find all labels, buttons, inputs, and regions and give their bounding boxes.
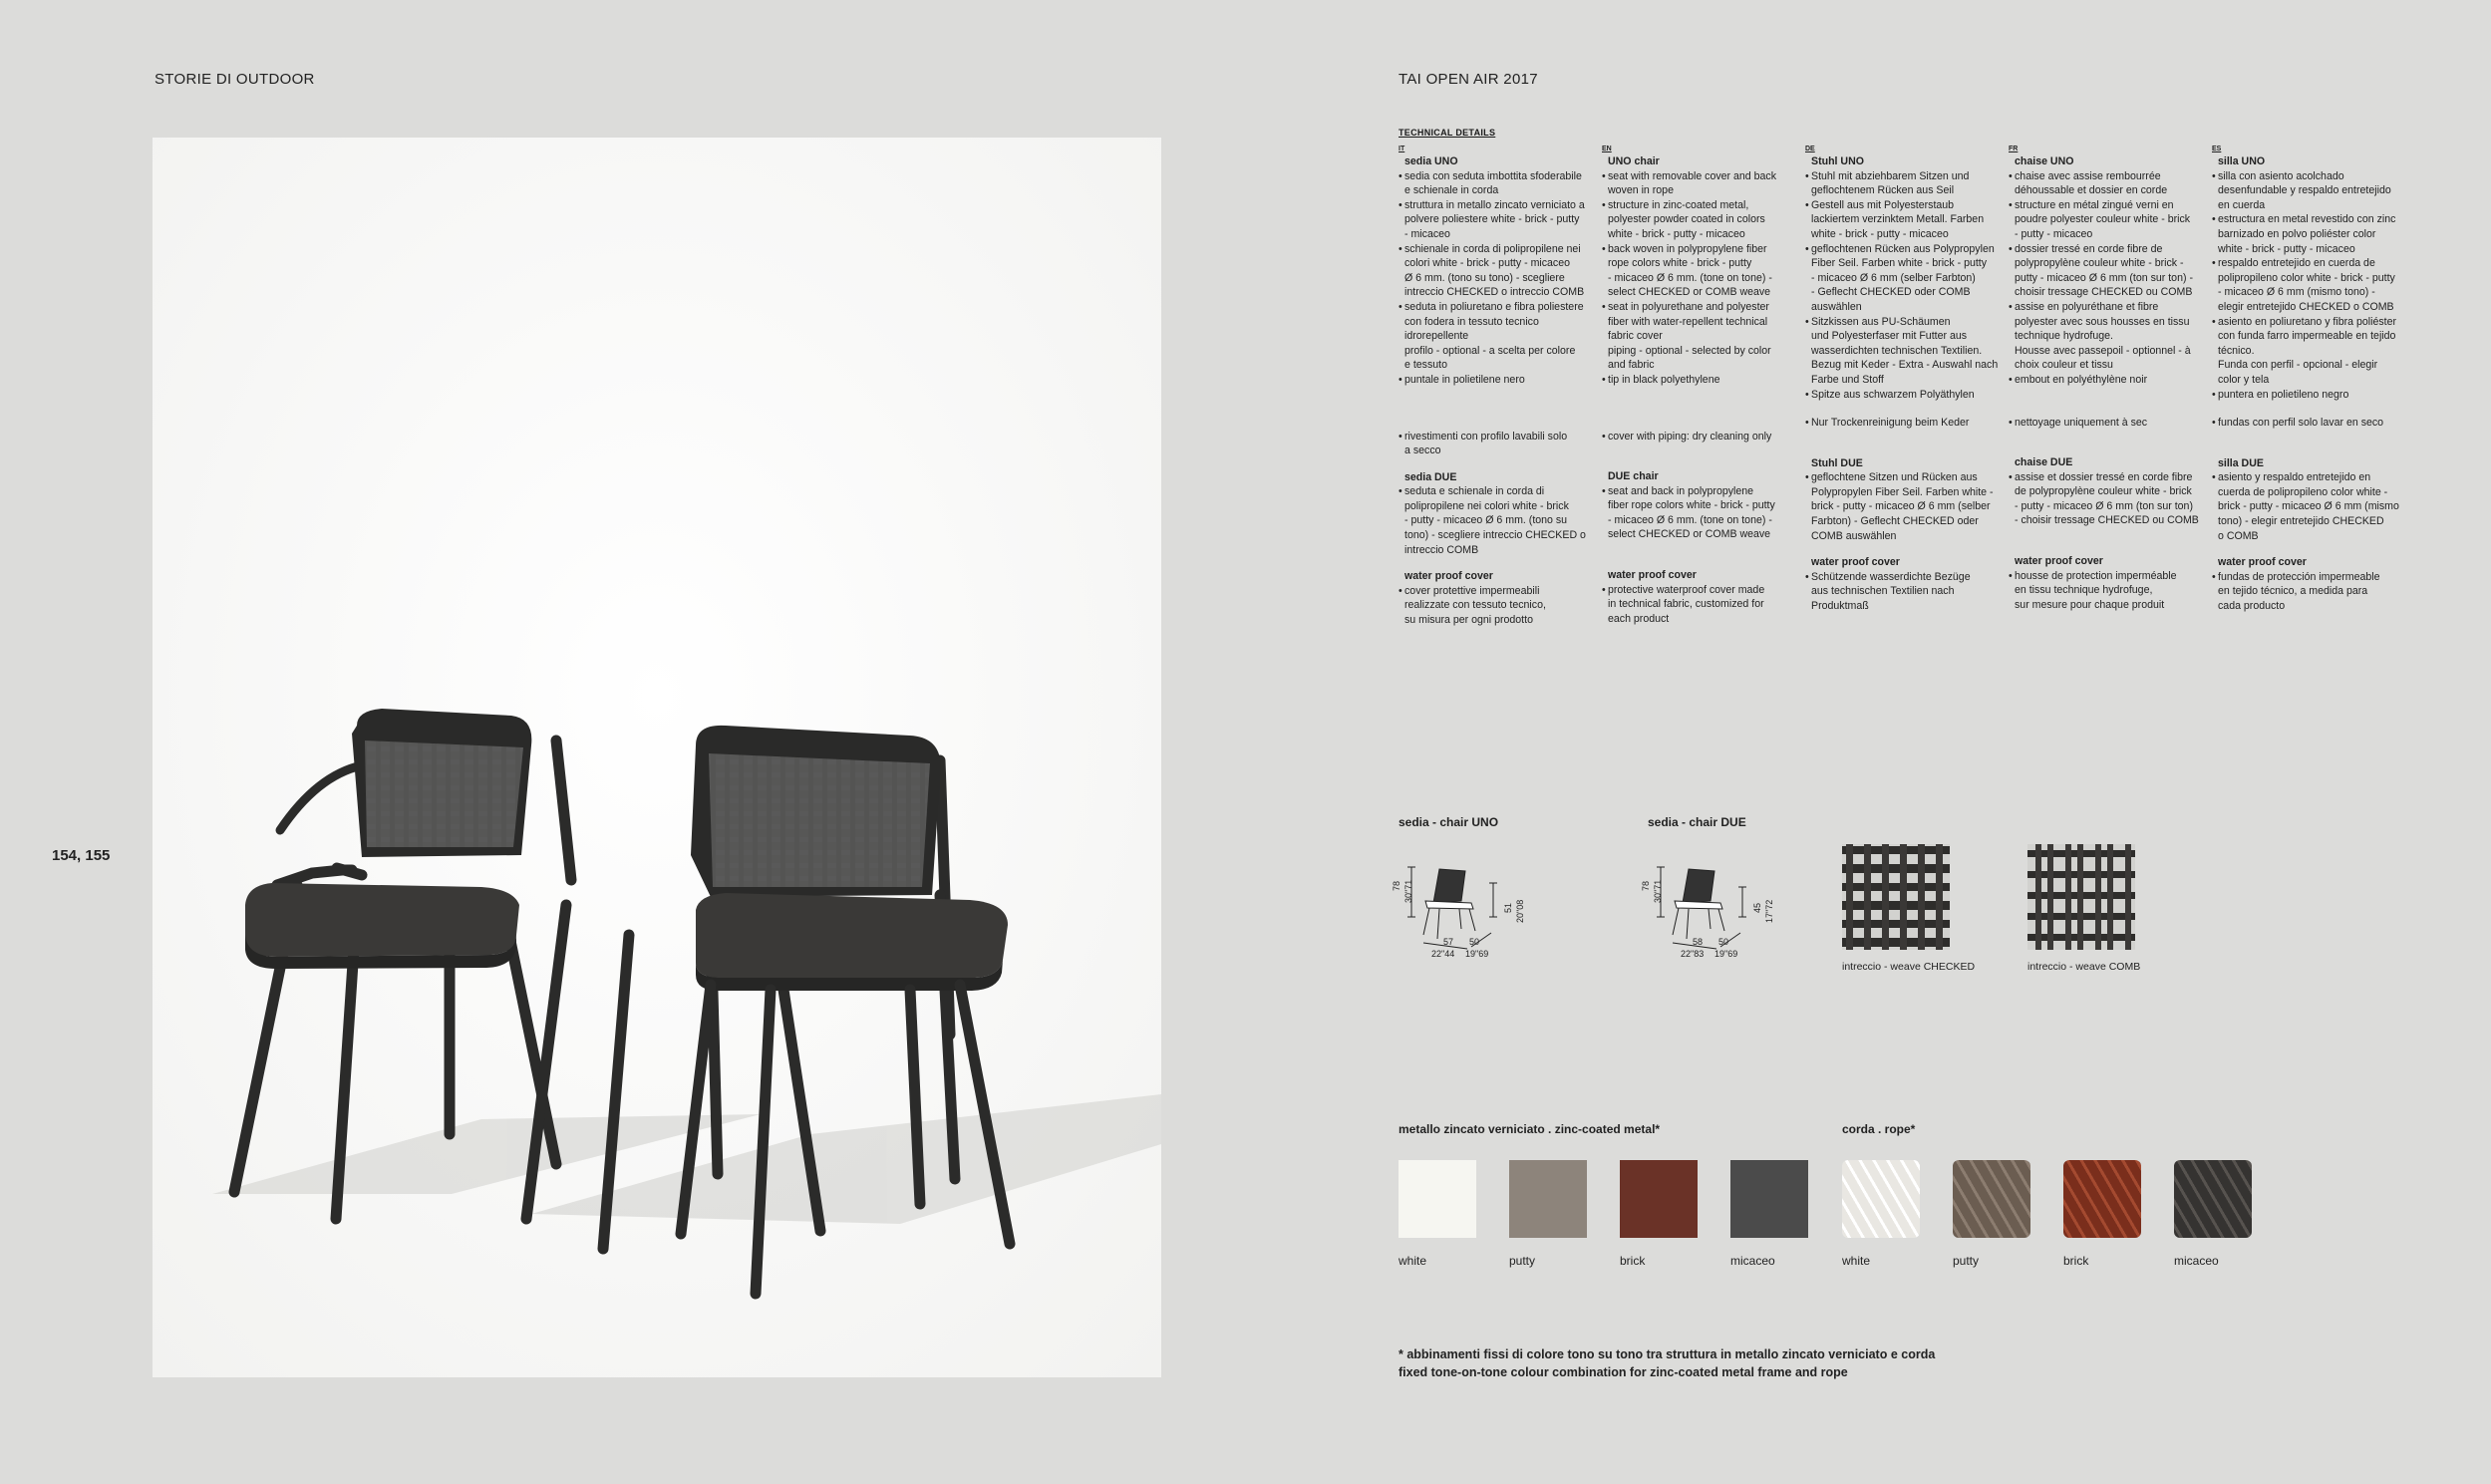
- cleaning-note: • nettoyage uniquement à sec: [2009, 416, 2208, 431]
- uno-spec-item: • seduta in poliuretano e fibra poliestere con fodera in tessuto tecnico idrorepellente profilo - optional - a scelta per colore e tessuto: [1399, 300, 1598, 373]
- uno-title: UNO chair: [1608, 155, 1660, 167]
- uno-spec-item: • struttura in metallo zincato verniciato a polvere poliestere white - brick - putty - micaceo: [1399, 198, 1598, 242]
- footnote-en: fixed tone-on-tone colour combination for zinc-coated metal frame and rope: [1399, 1365, 1848, 1379]
- uno-spec-item: • Gestell aus mit Polyesterstaub lackiertem verzinktem Metall. Farben white - brick - putty - micaceo: [1805, 198, 2005, 242]
- due-title: chaise DUE: [2015, 456, 2073, 469]
- waterproof-item: • fundas de protección impermeable en tejido técnico, a medida para cada producto: [2212, 570, 2411, 614]
- cleaning-note: • cover with piping: dry cleaning only: [1602, 430, 1801, 445]
- chair-due-back: [691, 726, 941, 897]
- due-seat-height: 45: [1752, 902, 1762, 913]
- rope-finishes-title: corda . rope*: [1842, 1122, 1916, 1136]
- uno-spec-item: • structure in zinc-coated metal, polyester powder coated in colors white - brick - putty - micaceo: [1602, 198, 1801, 242]
- uno-spec-item: • assise en polyuréthane et fibre polyester avec sous housses en tissu technique hydrofuge. Housse avec passepoil - optionnel - à choix couleur et tissu: [2009, 300, 2208, 373]
- metal-swatch-label: white: [1399, 1254, 1427, 1268]
- uno-spec-item: • seat with removable cover and back woven in rope: [1602, 169, 1801, 198]
- waterproof-title: water proof cover: [2218, 556, 2307, 569]
- metal-finishes-title: metallo zincato verniciato . zinc-coated metal*: [1399, 1122, 1661, 1136]
- cleaning-note: • Nur Trockenreinigung beim Keder: [1805, 416, 2005, 431]
- metal-swatch-brick: [1620, 1160, 1698, 1238]
- uno-spec-item: • Spitze aus schwarzem Polyäthylen: [1805, 388, 2005, 403]
- due-width-in: 22"83: [1681, 949, 1705, 959]
- uno-seat-height-in: 20"08: [1515, 899, 1525, 923]
- uno-spec-item: • silla con asiento acolchado desenfundable y respaldo entretejido en cuerda: [2212, 169, 2411, 213]
- language-code: FR: [2009, 146, 2019, 152]
- uno-width: 57: [1443, 937, 1454, 947]
- due-height: 78: [1641, 880, 1651, 891]
- tech-column-1: [1602, 145, 1801, 626]
- due-caption: sedia - chair DUE: [1648, 815, 1746, 829]
- due-title: silla DUE: [2218, 456, 2264, 469]
- weave-checked-label: intreccio - weave CHECKED: [1842, 961, 1976, 973]
- uno-height-in: 30"71: [1403, 879, 1413, 903]
- uno-title: chaise UNO: [2015, 155, 2074, 167]
- weave-comb-image: [2027, 844, 2135, 950]
- language-code: IT: [1399, 146, 1405, 152]
- due-depth-in: 19"69: [1714, 949, 1738, 959]
- uno-spec-item: • schienale in corda di polipropilene nei colori white - brick - putty - micaceo Ø 6 mm. (tono su tono) - scegliere intreccio CHECKED o intreccio COMB: [1399, 242, 1598, 300]
- uno-spec-item: • chaise avec assise rembourrée déhoussable et dossier en corde: [2009, 169, 2208, 198]
- tech-column-2: [1805, 145, 2005, 614]
- footnote: [1399, 1345, 1935, 1381]
- uno-title: silla UNO: [2218, 155, 2266, 167]
- uno-title: Stuhl UNO: [1811, 155, 1864, 167]
- uno-spec-item: • seat in polyurethane and polyester fiber with water-repellent technical fabric cover piping - optional - selected by color and fabric: [1602, 300, 1801, 373]
- uno-depth-in: 19"69: [1465, 949, 1489, 959]
- due-spec-item: • assise et dossier tressé en corde fibre de polypropylène couleur white - brick - putty - micaceo Ø 6 mm (ton sur ton) - choisir tressage CHECKED ou COMB: [2009, 470, 2208, 528]
- uno-spec-item: • respaldo entretejido en cuerda de polipropileno color white - brick - putty - micaceo Ø 6 mm (mismo tono) - elegir entretejido CHECKED o COMB: [2212, 256, 2411, 314]
- due-title: sedia DUE: [1404, 470, 1457, 483]
- due-spec-item: • seat and back in polypropylene fiber rope colors white - brick - putty - micaceo Ø 6 mm. (tone on tone) - select CHECKED or COMB weave: [1602, 484, 1801, 542]
- uno-spec-item: • dossier tressé en corde fibre de polypropylène couleur white - brick - putty - micaceo Ø 6 mm (ton sur ton) - choisir tressage CHECKED ou COMB: [2009, 242, 2208, 300]
- uno-spec-item: • Stuhl mit abziehbarem Sitzen und geflochtenem Rücken aus Seil: [1805, 169, 2005, 198]
- due-dimension-drawing: [1641, 861, 1794, 971]
- uno-dimension-drawing: [1392, 861, 1545, 971]
- tech-column-4: [2212, 145, 2411, 614]
- tech-column-0: [1399, 145, 1598, 628]
- metal-swatch-label: putty: [1509, 1254, 1536, 1268]
- due-spec-item: • asiento y respaldo entretejido en cuerda de polipropileno color white - brick - putty - micaceo Ø 6 mm (mismo tono) - elegir entretejido CHECKED o COMB: [2212, 470, 2411, 543]
- due-height-in: 30"71: [1653, 879, 1663, 903]
- language-code: EN: [1602, 146, 1612, 152]
- section-title: STORIE DI OUTDOOR: [155, 71, 315, 88]
- cleaning-note: • fundas con perfil solo lavar en seco: [2212, 416, 2411, 431]
- rope-swatch-label: micaceo: [2174, 1254, 2219, 1268]
- page-numbers: 154, 155: [52, 847, 111, 864]
- uno-spec-item: • back woven in polypropylene fiber rope colors white - brick - putty - micaceo Ø 6 mm. (tone on tone) - select CHECKED or COMB weave: [1602, 242, 1801, 300]
- metal-swatch-putty: [1509, 1160, 1587, 1238]
- due-spec-item: • seduta e schienale in corda di polipropilene nei colori white - brick - putty - micaceo Ø 6 mm. (tono su tono) - scegliere intreccio CHECKED o intreccio COMB: [1399, 484, 1598, 557]
- uno-spec-item: • tip in black polyethylene: [1602, 373, 1801, 388]
- due-title: Stuhl DUE: [1811, 456, 1863, 469]
- due-spec-item: • geflochtene Sitzen und Rücken aus Polypropylen Fiber Seil. Farben white - brick - putty - micaceo Ø 6 mm (selber Farbton) - Geflecht CHECKED oder COMB auswählen: [1805, 470, 2005, 543]
- weave-checked-image: [1842, 844, 1950, 950]
- uno-spec-item: • puntale in polietilene nero: [1399, 373, 1598, 388]
- rope-swatch-micaceo: [2174, 1160, 2252, 1238]
- rope-swatch-putty: [1953, 1160, 2030, 1238]
- waterproof-title: water proof cover: [1811, 556, 1900, 569]
- tech-column-3: [2009, 145, 2208, 612]
- due-width: 58: [1693, 937, 1704, 947]
- weave-comb-label: intreccio - weave COMB: [2027, 961, 2141, 973]
- uno-spec-item: • geflochtenen Rücken aus Polypropylen Fiber Seil. Farben white - brick - putty - micaceo Ø 6 mm (selber Farbton) - Geflecht CHECKED oder COMB auswählen: [1805, 242, 2005, 315]
- due-seat-height-in: 17"72: [1764, 899, 1774, 923]
- technical-details-title: TECHNICAL DETAILS: [1399, 128, 1496, 138]
- due-title: DUE chair: [1608, 470, 1659, 483]
- chair-uno-back: [352, 709, 531, 857]
- waterproof-item: • Schützende wasserdichte Bezüge aus technischen Textilien nach Produktmaß: [1805, 570, 2005, 614]
- footnote-it: * abbinamenti fissi di colore tono su tono tra struttura in metallo zincato verniciato e corda: [1399, 1347, 1936, 1361]
- product-photo: [153, 138, 1161, 1377]
- rope-swatch-label: white: [1842, 1254, 1871, 1268]
- waterproof-item: • cover protettive impermeabili realizzate con tessuto tecnico, su misura per ogni prodotto: [1399, 584, 1598, 628]
- uno-spec-item: • puntera en polietileno negro: [2212, 388, 2411, 403]
- uno-spec-item: • structure en métal zingué verni en poudre polyester couleur white - brick - putty - micaceo: [2009, 198, 2208, 242]
- metal-swatch-label: micaceo: [1730, 1254, 1775, 1268]
- uno-title: sedia UNO: [1404, 155, 1458, 167]
- metal-swatch-white: [1399, 1160, 1476, 1238]
- due-depth: 50: [1718, 937, 1729, 947]
- uno-depth: 50: [1469, 937, 1480, 947]
- collection-title: TAI OPEN AIR 2017: [1399, 71, 1538, 88]
- uno-spec-item: • embout en polyéthylène noir: [2009, 373, 2208, 388]
- uno-width-in: 22"44: [1431, 949, 1455, 959]
- uno-seat-height: 51: [1503, 902, 1513, 913]
- rope-swatch-brick: [2063, 1160, 2141, 1238]
- cleaning-note: • rivestimenti con profilo lavabili solo a secco: [1399, 430, 1598, 458]
- uno-caption: sedia - chair UNO: [1399, 815, 1499, 829]
- chair-uno-seat: [245, 883, 519, 969]
- waterproof-item: • protective waterproof cover made in technical fabric, customized for each product: [1602, 583, 1801, 627]
- waterproof-title: water proof cover: [2015, 555, 2103, 568]
- language-code: DE: [1805, 146, 1815, 152]
- uno-spec-item: • asiento en poliuretano y fibra poliéster con funda farro impermeable en tejido técnico. Funda con perfil - opcional - elegir color y tela: [2212, 315, 2411, 388]
- waterproof-title: water proof cover: [1608, 569, 1697, 582]
- uno-height: 78: [1392, 880, 1401, 891]
- uno-spec-item: • estructura en metal revestido con zinc barnizado en polvo poliéster color white - brick - putty - micaceo: [2212, 212, 2411, 256]
- metal-swatch-label: brick: [1620, 1254, 1646, 1268]
- chair-due-seat: [696, 893, 1008, 991]
- language-code: ES: [2212, 146, 2222, 152]
- uno-spec-item: • Sitzkissen aus PU-Schäumen und Polyesterfaser mit Futter aus wasserdichten technischen Textilien. Bezug mit Keder - Extra - Auswahl nach Farbe und Stoff: [1805, 315, 2005, 388]
- metal-swatch-micaceo: [1730, 1160, 1808, 1238]
- rope-swatch-white: [1842, 1160, 1920, 1238]
- waterproof-item: • housse de protection imperméable en tissu technique hydrofuge, sur mesure pour chaque produit: [2009, 569, 2208, 613]
- waterproof-title: water proof cover: [1404, 570, 1493, 583]
- rope-swatch-label: putty: [1953, 1254, 1980, 1268]
- uno-spec-item: • sedia con seduta imbottita sfoderabile e schienale in corda: [1399, 169, 1598, 198]
- rope-swatch-label: brick: [2063, 1254, 2089, 1268]
